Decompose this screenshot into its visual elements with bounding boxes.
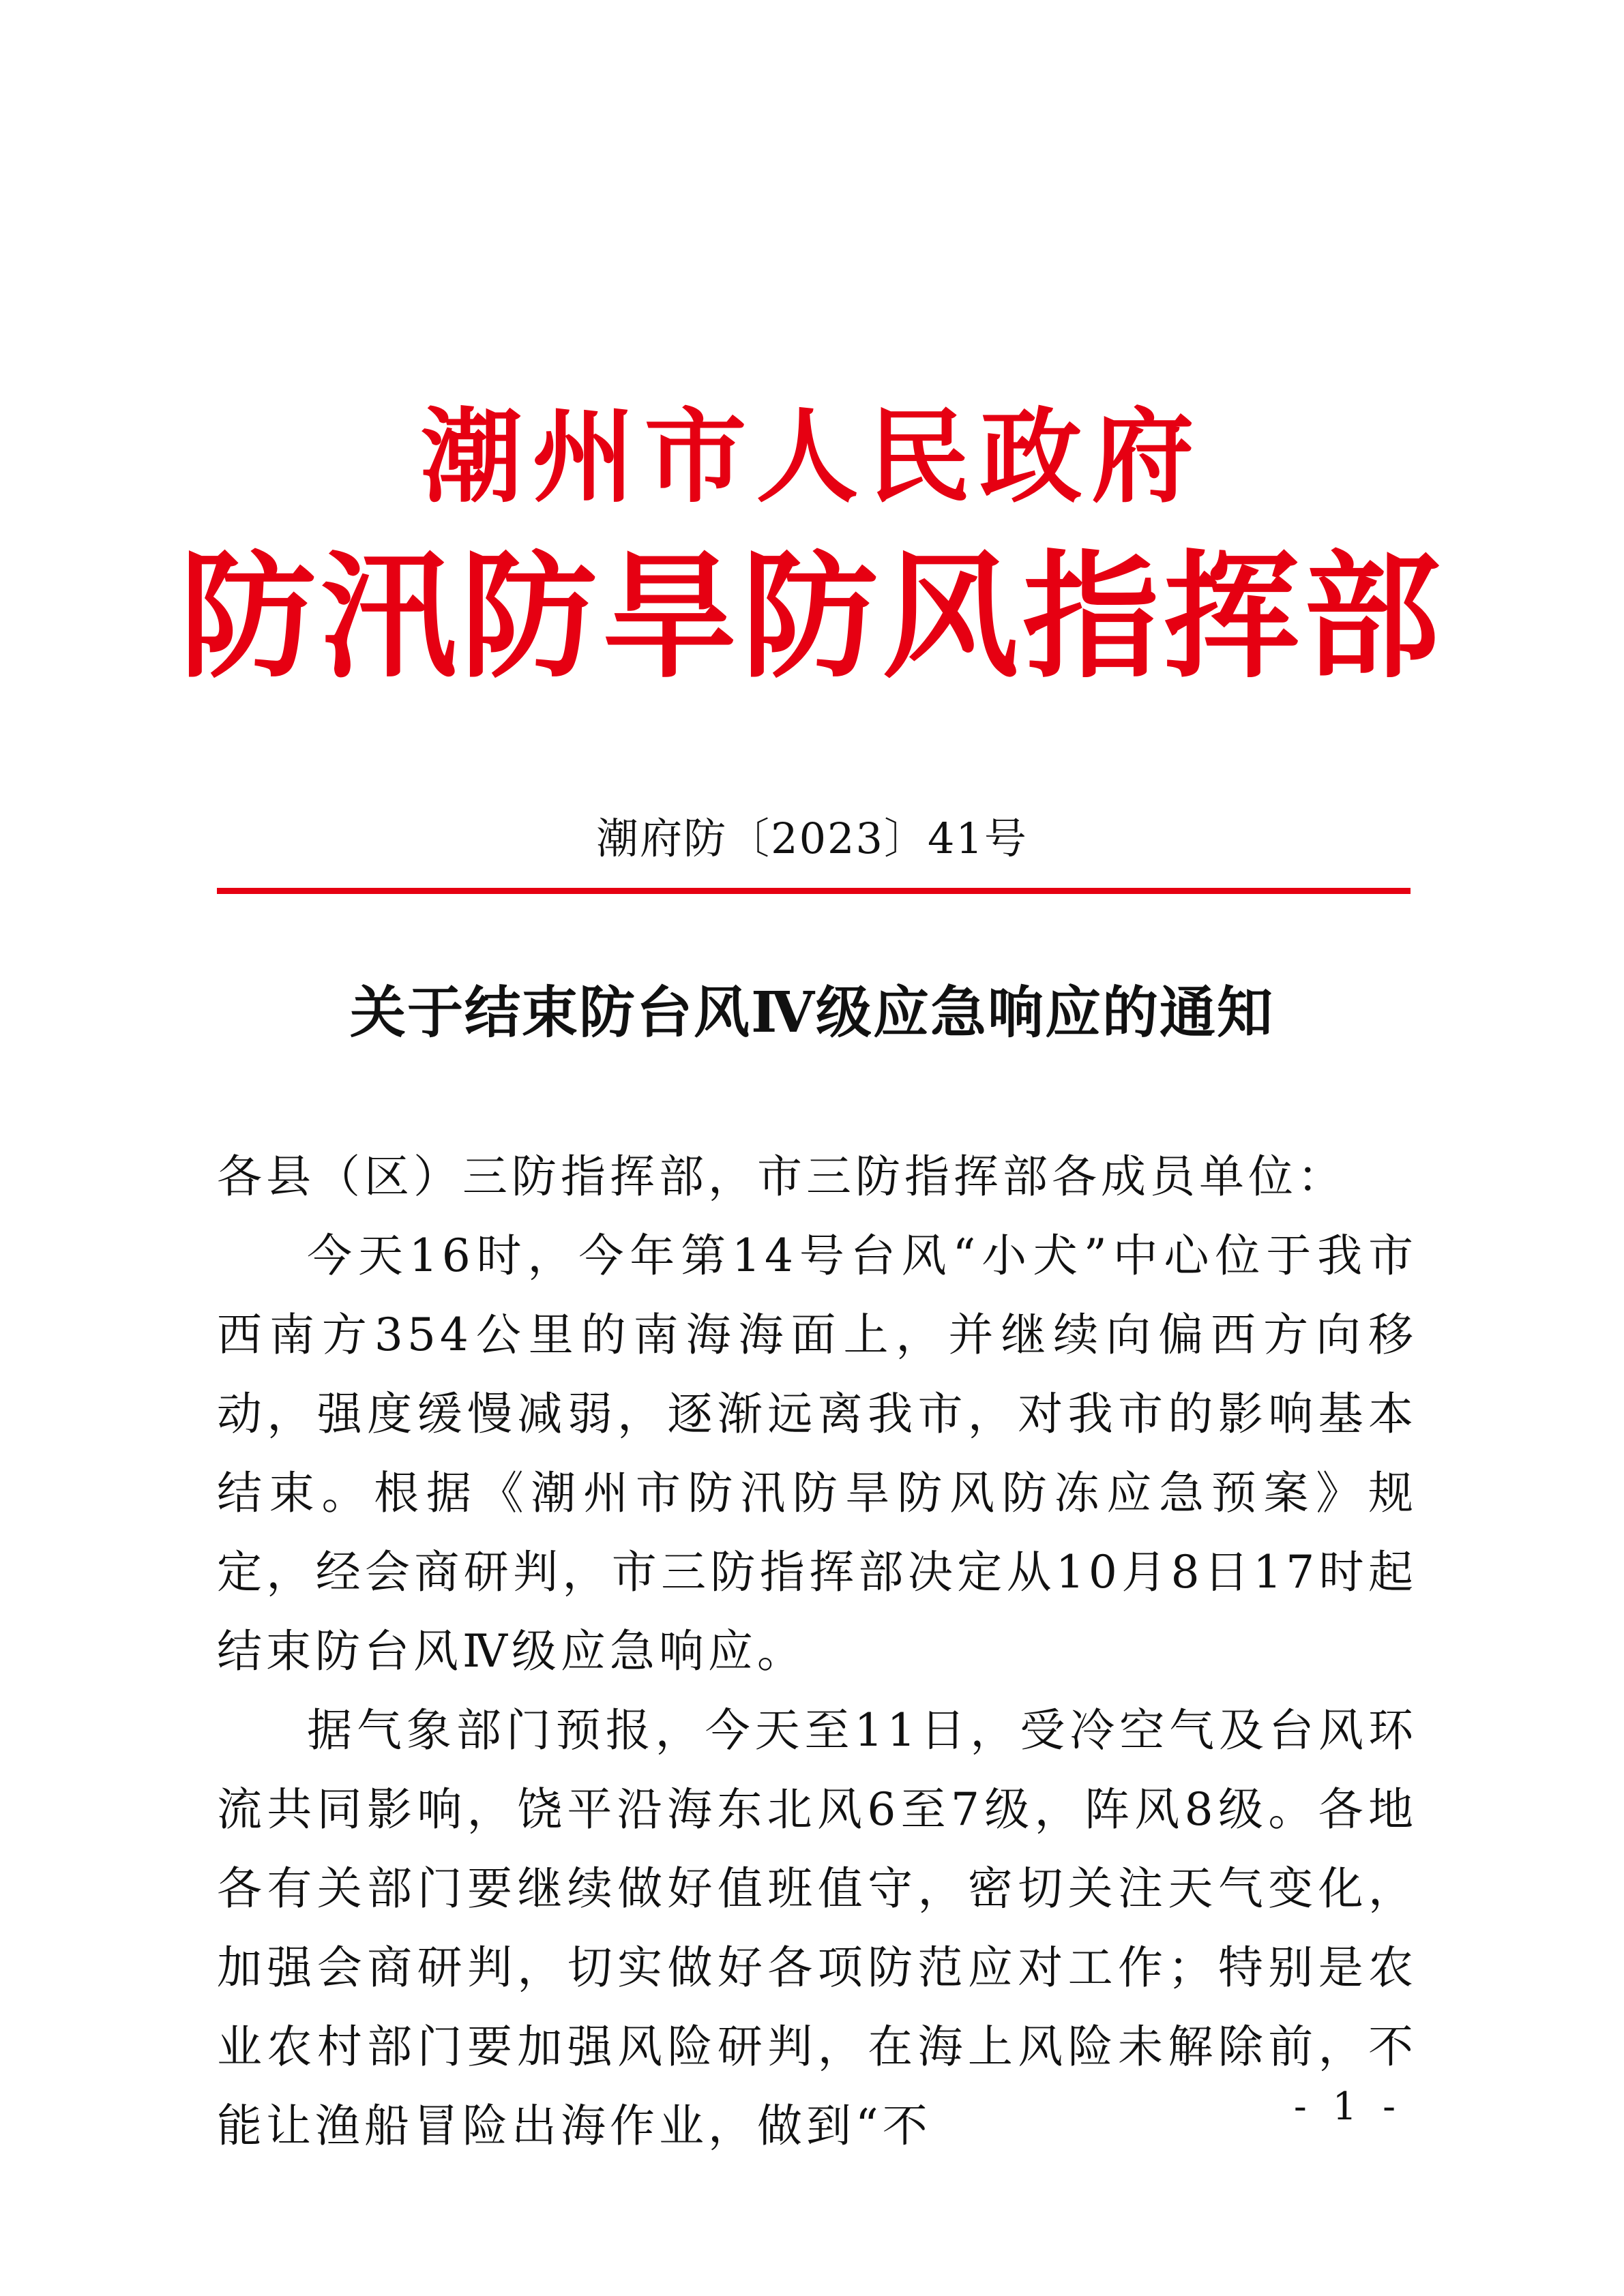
page-number: - 1 - <box>1293 2085 1402 2129</box>
notice-title: 关于结束防台风Ⅳ级应急响应的通知 <box>349 980 1275 1045</box>
notice-body <box>217 1137 1417 2166</box>
issuing-authority-line2: 防汛防旱防风指挥部 <box>179 537 1445 697</box>
issuing-authority-line1: 潮州市人民政府 <box>420 397 1204 517</box>
body-paragraph-1: 今天16时，今年第14号台风“小犬”中心位于我市西南方354公里的南海海面上，并继续向偏西方向移动，强度缓慢减弱，逐渐远离我市，对我市的影响基本结束。根据《潮州市防汛防旱防风防冻应急预案》规定，经会商研判，市三防指挥部决定从10月8日17时起结束防台风Ⅳ级应急响应。 <box>217 1229 1417 1678</box>
salutation: 各县（区）三防指挥部，市三防指挥部各成员单位： <box>217 1150 1346 1203</box>
red-divider-line <box>217 888 1411 894</box>
body-paragraph-2: 据气象部门预报，今天至11日，受冷空气及台风环流共同影响，饶平沿海东北风6至7级，阵风8级。各地各有关部门要继续做好值班值守，密切关注天气变化，加强会商研判，切实做好各项防范应对工作；特别是农业农村部门要加强风险研判，在海上风险未解除前，不能让渔船冒险出海作业，做到“不 <box>217 1704 1417 2152</box>
document-number: 潮府防〔2023〕41号 <box>596 814 1028 863</box>
